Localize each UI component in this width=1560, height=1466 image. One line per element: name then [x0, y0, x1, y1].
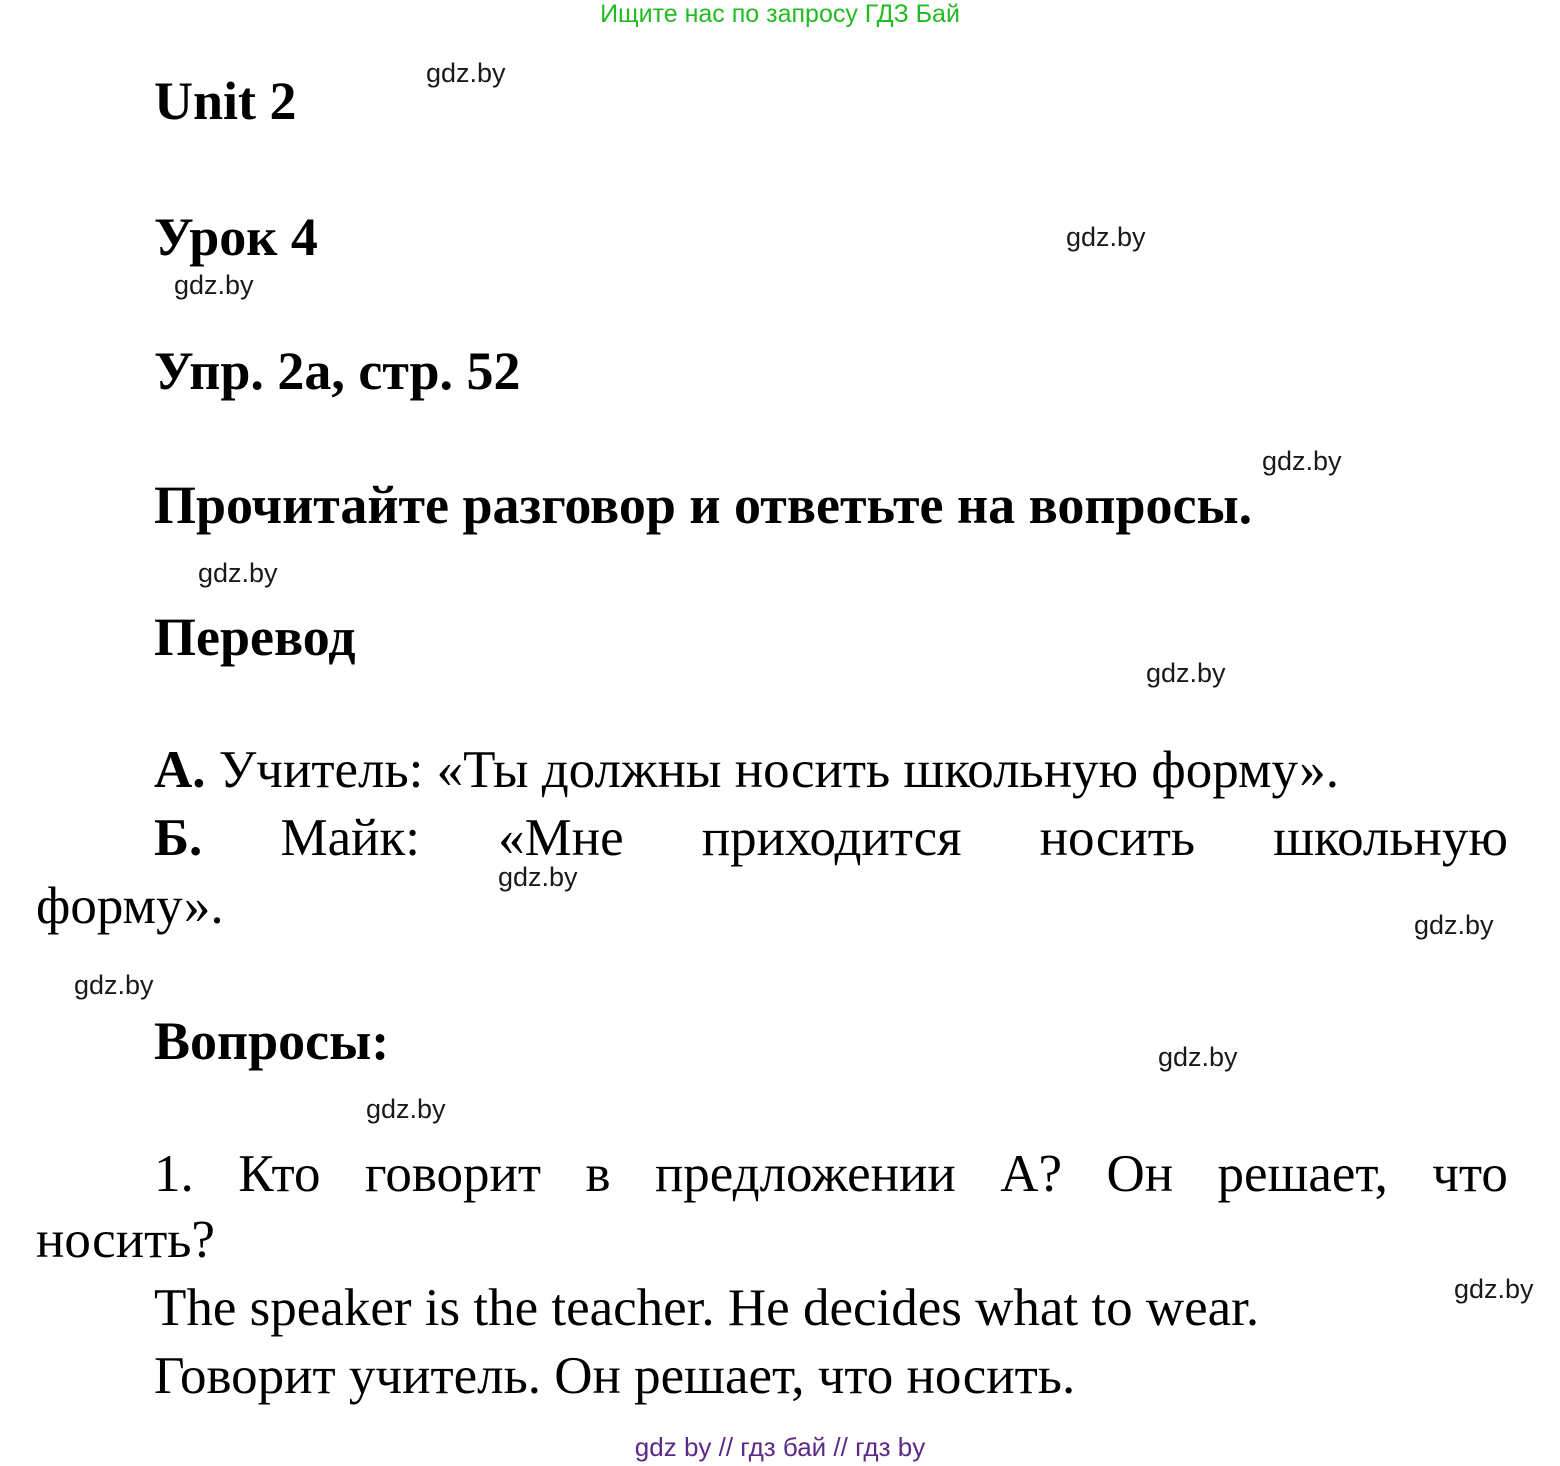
dialogue-b-word: Майк: [280, 809, 420, 867]
question-word: предложении [654, 1145, 956, 1203]
question-word: 1. [154, 1145, 194, 1203]
footer-links[interactable]: gdz by // гдз бай // гдз by [634, 1432, 926, 1462]
dialogue-line-b [154, 809, 1508, 867]
watermark: gdz.by [1454, 1274, 1534, 1304]
question-word: в [585, 1145, 611, 1203]
watermark: gdz.by [74, 970, 154, 1000]
question-word: говорит [364, 1145, 542, 1203]
question-word: решает, [1217, 1145, 1388, 1203]
dialogue-b-label: Б. [154, 809, 203, 867]
question-word: что [1432, 1145, 1508, 1203]
answer-english: The speaker is the teacher. He decides what to wear. [154, 1279, 1260, 1337]
top-banner[interactable]: Ищите нас по запросу ГДЗ Бай [600, 0, 960, 28]
dialogue-b-continuation: форму». [36, 877, 224, 935]
dialogue-a-text: Учитель: «Ты должны носить школьную форму». [218, 741, 1340, 799]
watermark: gdz.by [1262, 446, 1342, 476]
question-word: Кто [238, 1145, 321, 1203]
question-1-line [154, 1145, 1508, 1203]
questions-heading: Вопросы: [154, 1011, 390, 1071]
watermark: gdz.by [1146, 658, 1226, 688]
dialogue-b-word: «Мне [498, 809, 624, 867]
watermark: gdz.by [174, 270, 254, 300]
watermark: gdz.by [1158, 1042, 1238, 1072]
translation-heading: Перевод [154, 607, 356, 667]
question-word: Он [1106, 1145, 1174, 1203]
watermark: gdz.by [426, 58, 506, 88]
exercise-heading: Упр. 2а, стр. 52 [154, 341, 521, 401]
question-word: А? [1000, 1145, 1063, 1203]
task-heading: Прочитайте разговор и ответьте на вопросы. [154, 475, 1253, 535]
watermark: gdz.by [198, 558, 278, 588]
dialogue-b-word: приходится [701, 809, 962, 867]
answer-russian: Говорит учитель. Он решает, что носить. [154, 1347, 1076, 1405]
dialogue-a-label: А. [154, 741, 206, 799]
dialogue-line-a [154, 741, 1340, 799]
watermark: gdz.by [1414, 910, 1494, 940]
unit-heading: Unit 2 [154, 71, 297, 131]
question-1-continuation: носить? [36, 1211, 215, 1269]
dialogue-b-word: носить [1039, 809, 1196, 867]
watermark: gdz.by [498, 862, 578, 892]
watermark: gdz.by [1066, 222, 1146, 252]
lesson-heading: Урок 4 [154, 207, 318, 267]
dialogue-b-word: школьную [1273, 809, 1508, 867]
watermark: gdz.by [366, 1094, 446, 1124]
